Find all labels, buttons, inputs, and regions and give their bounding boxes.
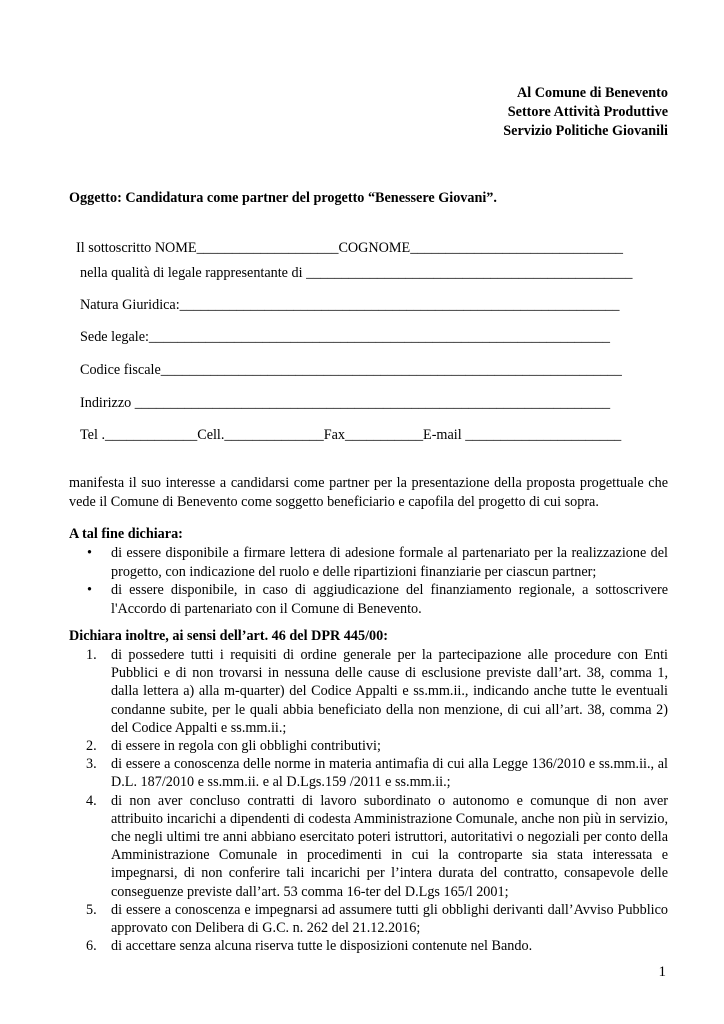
bullet-icon: • bbox=[87, 545, 92, 561]
list-item-number: 5. bbox=[86, 901, 97, 918]
list-item bbox=[69, 581, 668, 618]
subject-line: Oggetto: Candidatura come partner del progetto “Benessere Giovani”. bbox=[69, 190, 497, 206]
recipient-block bbox=[503, 84, 668, 141]
name-surname-field[interactable]: Il sottoscritto NOME____________________COGNOME______________________________ bbox=[76, 240, 624, 256]
list-item bbox=[69, 901, 668, 937]
legal-representative-field[interactable]: nella qualità di legale rappresentante di ______________________________________________ bbox=[80, 265, 633, 281]
tax-code-field[interactable]: Codice fiscale_________________________________________________________________ bbox=[80, 362, 622, 378]
list-item-text: di essere in regola con gli obblighi contributivi; bbox=[111, 738, 381, 755]
contacts-field[interactable]: Tel ._____________Cell.______________Fax___________E-mail ______________________ bbox=[80, 427, 622, 443]
list-item-number: 1. bbox=[86, 647, 97, 663]
list-item-number: 3. bbox=[86, 756, 97, 773]
page-number: 1 bbox=[658, 964, 666, 980]
list-item-text: di essere disponibile, in caso di aggiudicazione del finanziamento regionale, a sottoscrivere l'Accordo di partenariato con il Comune di Benevento. bbox=[111, 582, 668, 617]
declaration-bullet-list bbox=[69, 544, 668, 618]
intro-paragraph: manifesta il suo interesse a candidarsi come partner per la presentazione della proposta progettuale che vede il Comune di Benevento come soggetto beneficiario e capofila del progetto di cui sopra. bbox=[69, 475, 668, 510]
list-item bbox=[69, 792, 668, 901]
registered-office-field[interactable]: Sede legale:_________________________________________________________________ bbox=[80, 329, 611, 345]
recipient-line-3: Servizio Politiche Giovanili bbox=[503, 123, 668, 139]
list-item-text: di essere a conoscenza delle norme in materia antimafia di cui alla Legge 136/2010 e ss.mm.ii., al D.L. 187/2010 e ss.mm.ii. e al D.Lgs.159 /2011 e ss.mm.ii.; bbox=[111, 756, 668, 791]
list-item bbox=[69, 544, 668, 581]
list-item-text: di essere disponibile a firmare lettera di adesione formale al partenariato per la realizzazione del progetto, con indicazione del ruolo e delle ripartizioni finanziarie per ciascun partner; bbox=[111, 545, 668, 580]
bullet-icon: • bbox=[87, 582, 92, 598]
recipient-line-2: Settore Attività Produttive bbox=[507, 104, 668, 120]
section-heading-declares: A tal fine dichiara: bbox=[69, 526, 183, 542]
list-item-number: 2. bbox=[86, 738, 97, 755]
list-item-number: 6. bbox=[86, 938, 97, 955]
list-item bbox=[69, 937, 668, 955]
recipient-line-1: Al Comune di Benevento bbox=[517, 85, 668, 101]
list-item-number: 4. bbox=[86, 792, 97, 809]
list-item-text: di essere a conoscenza e impegnarsi ad assumere tutti gli obblighi derivanti dall’Avviso Pubblico approvato con Delibera di G.C. n. 262 del 21.12.2016; bbox=[111, 901, 668, 937]
list-item-text: di accettare senza alcuna riserva tutte le disposizioni contenute nel Bando. bbox=[111, 938, 533, 955]
list-item-text: di non aver concluso contratti di lavoro subordinato o autonomo e comunque di non aver attribuito incarichi a dipendenti di codesta Amministrazione Comunale, anche non più in servizio, che negli ultimi tre anni abbiano esercitato poteri istruttori, autoritativi o negoziali per conto della Amministrazione Comunale in procedimenti in cui la controparte sia stata interessata e impegnarsi, di non conferire tali incarichi per l’intera durata del contratto, consapevole delle conseguenze previste dall’art. 53 comma 16-ter del D.Lgs 165/l 2001; bbox=[111, 792, 668, 900]
list-item-text: di possedere tutti i requisiti di ordine generale per la partecipazione alle procedure con Enti Pubblici e di non trovarsi in nessuna delle cause di esclusione previste dall’art. 38, comma 1, dalla lettera a) alla m-quarter) del Codice Appalti e ss.mm.ii., indicando anche tutte le eventuali condanne subite, per le quali abbia beneficiato della non menzione, di cui all’art. 38, comma 2) del Codice Appalti e ss.mm.ii.; bbox=[111, 647, 668, 736]
declaration-numbered-list bbox=[69, 646, 668, 955]
list-item bbox=[69, 755, 668, 791]
list-item bbox=[69, 737, 668, 755]
list-item bbox=[69, 646, 668, 737]
section-heading-further-declares: Dichiara inoltre, ai sensi dell’art. 46 del DPR 445/00: bbox=[69, 628, 388, 644]
address-field[interactable]: Indirizzo ___________________________________________________________________ bbox=[80, 395, 611, 411]
legal-nature-field[interactable]: Natura Giuridica:______________________________________________________________ bbox=[80, 297, 620, 313]
